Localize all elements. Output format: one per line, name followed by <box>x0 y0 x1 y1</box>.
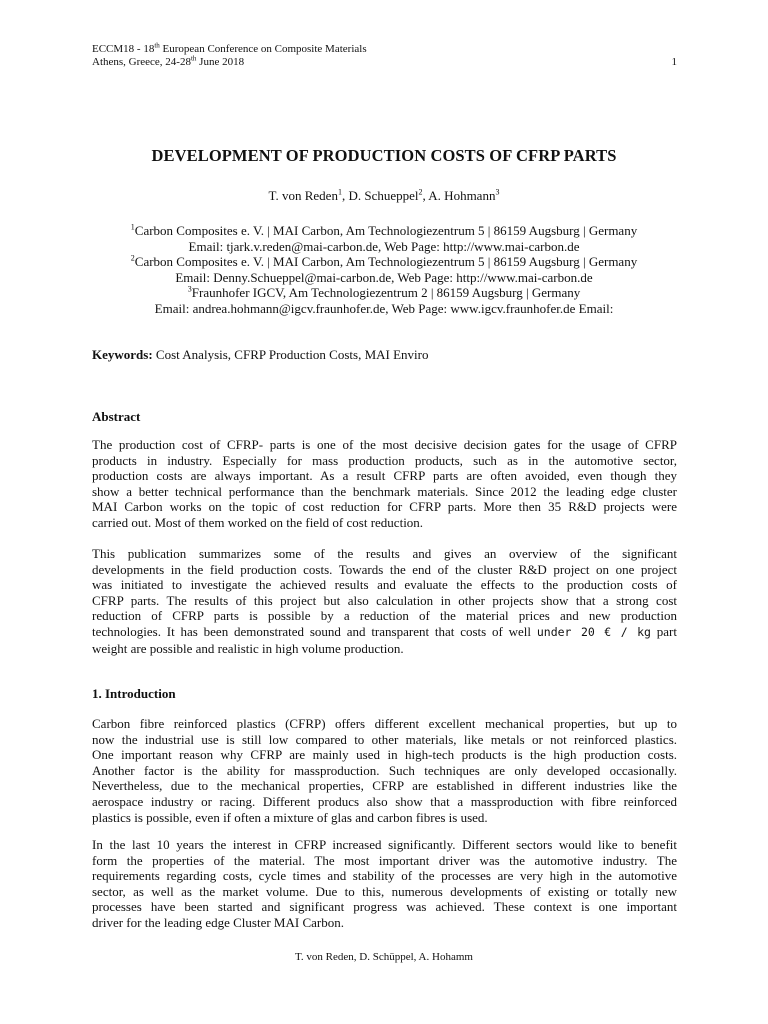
abstract-paragraph-1: The production cost of CFRP- parts is one of the most decisive decision gates for the usage of CFRP products in industry. Especially for mass production products, such as in the automotive sector, production costs are always important. As a result CFRP parts are often avoided, even though they show a better technical performance than the benchmark materials. Since 2012 the leading edge cluster MAI Carbon works on the topic of cost reduction for CFRP parts. More then 35 R&D projects were carried out. Most of them worked on the field of cost reduction. <box>92 437 677 530</box>
affiliation-3: $^3$Fraunhofer IGCV, Am Technologiezentrum 2 | 86159 Augsburg | Germany <box>187 285 581 301</box>
affiliation-3-email: Email: andrea.hohmann@igcv.fraunhofer.de, Web Page: www.igcv.fraunhofer.de Email: <box>154 300 614 316</box>
header-conference-line: ECCM18 - 18th European Conference on Composite Materials <box>92 41 367 55</box>
keywords-text: Cost Analysis, CFRP Production Costs, MAI Enviro <box>152 347 429 362</box>
page-footer-authors: T. von Reden, D. Schüppel, A. Hohamm <box>295 951 473 963</box>
header-location-line: Athens, Greece, 24-28th June 2018 <box>92 54 245 68</box>
affiliation-2-email: Email: Denny.Schueppel@mai-carbon.de, Web Page: http://www.mai-carbon.de <box>175 269 593 285</box>
keywords <box>92 347 428 363</box>
author-3: A. Hohmann$^3$ <box>428 187 500 203</box>
abstract-heading: Abstract <box>92 409 141 424</box>
paper-title: DEVELOPMENT OF PRODUCTION COSTS OF CFRP PARTS <box>151 146 617 165</box>
author-1: T. von Reden$^1$, <box>268 187 349 203</box>
affiliation-1: $^1$Carbon Composites e. V. | MAI Carbon, Am Technologiezentrum 5 | 86159 Augsburg | Germany <box>130 222 638 238</box>
page-number: 1 <box>671 56 677 68</box>
affiliations <box>0 223 768 317</box>
introduction-paragraph-1: Carbon fibre reinforced plastics (CFRP) offers different excellent mechanical properties, but up to now the industrial use is still low compared to other materials, like metals or not reinforced plastics. One important reason why CFRP are mainly used in high-tech products is the high production costs. Another factor is the ability for massproduction. Such techniques are only developed occasionally. Nevertheless, due to the mechanical properties, CFRP are established in different industries like the aerospace industry or racing. Different producs also show that a massproduction with fibre reinforced plastics is possible, even if often a mixture of glas and carbon fibres is used. <box>92 716 677 825</box>
abstract-paragraph-2: This publication summarizes some of the results and gives an overview of the significant developments in the field production costs. Towards the end of the cluster R&D project on one project was initiated to investigate the achieved results and evaluate the effects to the production costs of CFRP parts. The results of this project but also calculation in other projects show that a strong cost reduction of CFRP parts is possible by a reduction of the material prices and new production technologies. It has been demonstrated sound and transparent that costs of well under 20 € / kg part weight are possible and realistic in high volume production. <box>92 546 677 656</box>
author-2: D. Schueppel$^2$, <box>348 187 429 203</box>
introduction-heading: 1. Introduction <box>92 686 176 701</box>
conference-header <box>92 43 677 69</box>
affiliation-2: $^2$Carbon Composites e. V. | MAI Carbon, Am Technologiezentrum 5 | 86159 Augsburg | Germany <box>130 253 638 270</box>
affiliation-1-email: Email: tjark.v.reden@mai-carbon.de, Web Page: http://www.mai-carbon.de <box>188 238 580 254</box>
introduction-paragraph-2: In the last 10 years the interest in CFRP increased significantly. Different sectors would like to benefit form the properties of the material. The most important driver was the automotive industry. The requirements regarding costs, cycle times and stability of the processes are very high in the automotive sector, as well as the market volume. Due to this, numerous developments of existing or totally new processes have been started and significant progress was achieved. These context is one important driver for the leading edge Cluster MAI Carbon. <box>92 837 677 930</box>
cost-value: under 20 € / kg <box>536 624 651 639</box>
author-list <box>0 188 768 204</box>
keywords-label: Keywords: <box>92 347 153 362</box>
